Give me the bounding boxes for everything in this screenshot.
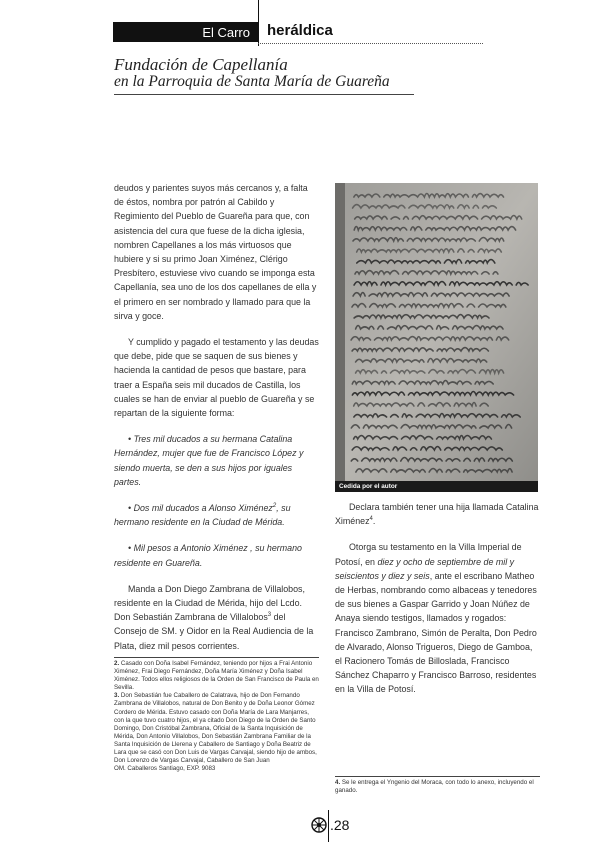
bequest-item: • Tres mil ducados a su hermana Catalina Hernández, mujer que fue de Francisco López y siendo muerta, se den a sus hijos por iguales partes. xyxy=(114,434,304,487)
page-number: .28 xyxy=(330,817,350,833)
footnote-ref: 3 xyxy=(267,612,272,619)
footnote-ref: 2 xyxy=(272,503,277,510)
section-label: El Carro xyxy=(113,22,258,42)
header-divider xyxy=(258,0,259,46)
photo-caption: Cedida por el autor xyxy=(335,481,538,492)
paragraph: deudos y parientes suyos más cercanos y, a falta de éstos, nombra por patrón al Cabildo y Regimiento del Pueblo de Guareña para que, con asistencia del cura que fuese de la dicha iglesia, nombren Capellanes a los más virtuosos que hubiere y si su primo Joan Ximénez, Clérigo Presbítero, estuviese vivo cuando se imponga esta Capellanía, sea uno de los dos capellanes de ella y el primero en ser nombrado y llamado para que la sirva y goce. xyxy=(114,183,317,321)
article-title-line2: en la Parroquia de Santa María de Guareña xyxy=(114,73,390,90)
footer-divider xyxy=(328,810,329,842)
paragraph: Otorga su testamento en la Villa Imperial de Potosí, en diez y ocho de septiembre de mil y seiscientos y diez y seis, ante el escribano Matheo de Herbas, nombrando como albaceas y tenedores de sus bienes a Gaspar Garrido y Joan Núñez de Anaya siendo testigos, llamados y rogados: Francisco Zambrano, Simón de Peralta, Don Pedro de Alvarado, Alonso Trigueros, Diego de Gamboa, el Racionero Tomás de Billoslada, Francisco Sánchez Chaparro y Francisco Barroso, residentes en la Villa de Potosí. xyxy=(335,542,537,695)
paragraph: Declara también tener una hija llamada Catalina Ximénez$^4$. xyxy=(335,502,539,527)
paragraph: Y cumplido y pagado el testamento y las deudas que debe, pide que se saquen de sus bienes y hacienda la cantidad de pesos que bastare, para traer a España seis mil ducados de Castilla, los cuales se han de enviar al pueblo de Guareña y se repartan de la siguiente forma: xyxy=(114,337,319,419)
bequest-item: • Mil pesos a Antonio Ximénez , su hermano residente en Guareña. xyxy=(114,543,302,568)
footnote: 2. Casado con Doña Isabel Fernández, teniendo por hijos a Frai Antonio Ximénez, Frai Diego Fernández, Doña María Ximénez y Doña Isabel Ximénez. Todos ellos religiosos de la Orden de San Francisco de Paula en Sevilla. xyxy=(114,660,319,692)
footnote-rule xyxy=(114,657,319,658)
section-title: heráldica xyxy=(267,22,333,39)
title-rule xyxy=(114,94,414,95)
bequest-item: • Dos mil ducados a Alonso Ximénez$^2$, su hermano residente en la Ciudad de Mérida. xyxy=(114,503,291,528)
left-column xyxy=(114,181,319,665)
article-title xyxy=(114,56,414,90)
footnotes-right xyxy=(335,779,540,795)
footnote-reference: OM. Caballeros Santiago, EXP. 9083 xyxy=(114,765,216,773)
footnote-rule xyxy=(335,776,540,777)
manuscript-photo xyxy=(335,183,538,481)
footnotes-left xyxy=(114,660,319,773)
header-dotted-rule xyxy=(258,43,483,44)
footnote: 4. Se le entrega el Yngenio del Moraca, con todo lo anexo, incluyendo el ganado. xyxy=(335,779,534,795)
wheel-logo-icon xyxy=(311,817,327,833)
footnote: 3. Don Sebastián fue Caballero de Calatrava, hijo de Don Fernando Zambrana de Villalobos, natural de Don Benito y de Doña Leonor Gómez Cordero de Mérida. Estuvo casado con Doña María de Lara Manjarres, con la que tuvo cuatro hijos, el ya citado Don Diego de la Orden de Santo Domingo, Don Cristóbal Zambrana, Oficial de la Santa Inquisición de Mérida, Don Antonio Villalobos, Don Sebastián Zambrana Familiar de la Santa Inquisición de Llerena y Caballero de Santiago y Doña Beatriz de Lara que se casó con Don Luis de Vargas Carvajal, siendo hijo de ambos, Don Lorenzo de Vargas Carvajal, Caballero de San Juan xyxy=(114,692,317,765)
article-title-line1: Fundación de Capellanía xyxy=(114,55,288,74)
footnote-ref: 4 xyxy=(369,516,373,523)
paragraph: Manda a Don Diego Zambrana de Villalobos, residente en la Ciudad de Mérida, hijo del Lcdo. Don Sebastián Zambrana de Villalobos$^3$ del Consejo de SM. y Oidor en la Real Audiencia de la Plata, diez mil pesos corrientes. xyxy=(114,583,314,651)
manuscript-illustration xyxy=(335,183,538,481)
right-column xyxy=(335,500,540,709)
